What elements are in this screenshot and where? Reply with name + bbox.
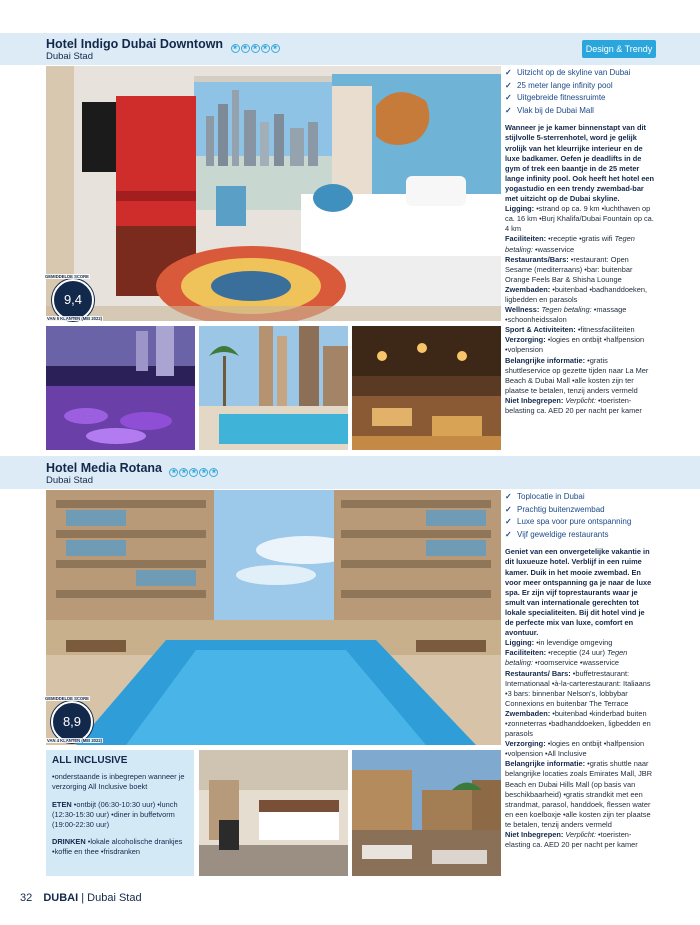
star-rating <box>231 44 280 53</box>
verzorging-row: Verzorging: •logies en ontbijt •halfpension •volpension •All Inclusive <box>505 739 645 759</box>
star-icon: ★ <box>201 469 207 475</box>
all-inclusive-title: ALL INCLUSIVE <box>52 755 128 766</box>
star-icon: ★ <box>252 45 258 51</box>
list-item: ✓ Vlak bij de Dubai Mall <box>505 105 655 118</box>
hotel-info-column <box>505 491 655 850</box>
hotel-location: Dubai Stad <box>46 51 94 62</box>
review-score: 9,4 <box>63 292 83 307</box>
list-item: ✓ Luxe spa voor pure ontspanning <box>505 516 655 529</box>
footer-separator: | <box>81 892 85 904</box>
hotel-name: Hotel Indigo Dubai Downtown <box>46 37 224 51</box>
check-icon: ✓ <box>505 105 512 115</box>
sport-row: Sport & Activiteiten: •fitnessfaciliteiten <box>505 325 635 335</box>
ligging-row: Ligging: •strand op ca. 9 km •luchthaven op ca. 16 km •Burj Khalifa/Dubai Fountain op ca. 4 km <box>505 204 654 234</box>
list-item: ✓ Toplocatie in Dubai <box>505 491 655 504</box>
zwembaden-row: Zwembaden: •buitenbad •badhanddoeken, ligbedden en parasols <box>505 284 648 304</box>
review-score-badge <box>52 279 94 321</box>
star-icon: ★ <box>262 45 268 51</box>
hotel-intro: Geniet van een onvergetelijke vakantie in dit luxueuze hotel. Verblijf in een ruime kamer. Duik in het mooie zwembad. En voor meer ontspanning ga je naar de luxe spa. Er zijn vijf toprestaurants waar je smult van internationale gerechten tot lokale specialiteiten. Bij dit hotel vind je de perfecte mix van luxe, comfort en avontuur. <box>505 547 652 638</box>
check-icon: ✓ <box>505 504 512 514</box>
list-item: ✓ Prachtig buitenzwembad <box>505 504 655 517</box>
belangrijk-row: Belangrijke informatie: •gratis shuttle naar belangrijke locaties zoals Emirates Mall, JBR Beach en Dubai Hills Mall (op basis van beschikbaarheid) •gratis strandkit met een strandmat, parasol, handdoek, flessen water en een koelboxje •alle kosten zijn ter plaatse te betalen, tenzij anders vermeld <box>505 759 653 829</box>
check-icon: ✓ <box>505 529 512 539</box>
category-badge: Design & Trendy <box>582 40 656 58</box>
hotel-location: Dubai Stad <box>46 475 94 486</box>
highlights-list <box>505 491 655 541</box>
hotel-intro: Wanneer je je kamer binnenstapt van dit stijlvolle 5-sterrenhotel, word je gelijk vrolijk van het kleurrijke interieur en de luxe badkamer. Oefen je deadlifts in de gym of trek een baantje in de 25 meter lange infinity pool. Ook heeft het hotel een yogastudio en een trendy zwembad-bar met uitzicht op de Dubai skyline. <box>505 123 655 204</box>
bar-photo <box>46 326 195 450</box>
list-item: ✓ Uitzicht op de skyline van Dubai <box>505 67 655 80</box>
star-icon: ★ <box>211 469 217 475</box>
score-label-top: GEMIDDELDE SCORE <box>45 696 89 701</box>
review-score-badge <box>51 701 93 743</box>
all-inclusive-eten: ETEN •ontbijt (06:30-10:30 uur) •lunch (12:30-15:30 uur) •diner in buffetvorm (19:00-22:30 uur) <box>52 799 178 830</box>
footer-country: DUBAI <box>43 892 79 904</box>
check-icon: ✓ <box>505 68 512 77</box>
belangrijk-row: Belangrijke informatie: •gratis shuttleservice op gezette tijden naar La Mer Beach & Dubai Mall •alle kosten zijn ter plaatse te betalen, tenzij anders vermeld <box>505 355 649 395</box>
all-inclusive-drinken: DRINKEN •lokale alcoholische drankjes •koffie en thee •frisdranken <box>52 837 183 857</box>
star-icon: ★ <box>242 45 248 51</box>
star-icon: ★ <box>191 469 197 475</box>
room-photo <box>199 750 348 876</box>
wellness-row: Wellness: Tegen betaling: •massage •schoonheidssalon <box>505 305 627 325</box>
score-label-bottom: VAN 5 KLANTEN (MEI 2022) <box>47 316 103 321</box>
niet-inbegrepen-row: Niet Inbegrepen: Verplicht: •toeristen-elasting ca. AED 20 per nacht per kamer <box>505 830 638 850</box>
faciliteiten-row: Faciliteiten: •receptie (24 uur) Tegen betaling: •roomservice •wasservice Restaurants/ Bars: •buffetrestaurant: Internationaal •à-la-carterestaurant: Italiaans •3 bars: binnenbar Nelson's, lobbybar Connexions en buitenbar The Terrace Zwembaden: •buitenbad •kinderbad buiten •zonneterras •badhanddoeken, ligbedden en parasols <box>505 648 651 739</box>
pool-photo <box>199 326 348 450</box>
star-icon: ★ <box>171 469 177 475</box>
restaurants-row: Restaurants/Bars: •restaurant: Open Sesame (mediterraans) •bar: buitenbar Orange Feels Bar & Shisha Lounge <box>505 254 633 284</box>
restaurant-photo <box>352 326 501 450</box>
hotel-info-column <box>505 67 655 416</box>
score-label-bottom: VAN 4 KLANTEN (MEI 2022) <box>47 738 103 743</box>
list-item: ✓ Vijf geweldige restaurants <box>505 529 655 542</box>
page-number: 32 <box>20 892 33 904</box>
verzorging-row: Verzorging: •logies en ontbijt •halfpension •volpension <box>505 335 645 355</box>
faciliteiten-row: Faciliteiten: •receptie •gratis wifi Tegen betaling: •wasservice <box>505 234 635 254</box>
check-icon: ✓ <box>505 492 512 501</box>
list-item: ✓ 25 meter lange infinity pool <box>505 80 655 93</box>
score-label-top: GEMIDDELDE SCORE <box>45 274 89 279</box>
all-inclusive-box <box>46 750 194 876</box>
list-item: ✓ Uitgebreide fitnessruimte <box>505 92 655 105</box>
review-score: 8,9 <box>62 714 82 729</box>
check-icon: ✓ <box>505 93 512 103</box>
page-footer <box>20 892 142 904</box>
room-photo <box>46 66 501 321</box>
ligging-row: Ligging: •in levendige omgeving <box>505 638 613 648</box>
star-icon: ★ <box>272 45 278 51</box>
footer-region: Dubai Stad <box>87 892 142 904</box>
terrace-photo <box>352 750 501 876</box>
all-inclusive-intro: •onderstaande is inbegrepen wanneer je verzorging All Inclusive boekt <box>52 772 185 792</box>
star-icon: ★ <box>232 45 238 51</box>
star-rating <box>169 468 218 477</box>
highlights-list <box>505 67 655 117</box>
niet-inbegrepen-row: Niet Inbegrepen: Verplicht: •toeristen-belasting ca. AED 20 per nacht per kamer <box>505 395 642 415</box>
check-icon: ✓ <box>505 517 512 527</box>
pool-photo <box>46 490 501 745</box>
hotel-name: Hotel Media Rotana <box>46 461 162 475</box>
star-icon: ★ <box>181 469 187 475</box>
check-icon: ✓ <box>505 80 512 90</box>
